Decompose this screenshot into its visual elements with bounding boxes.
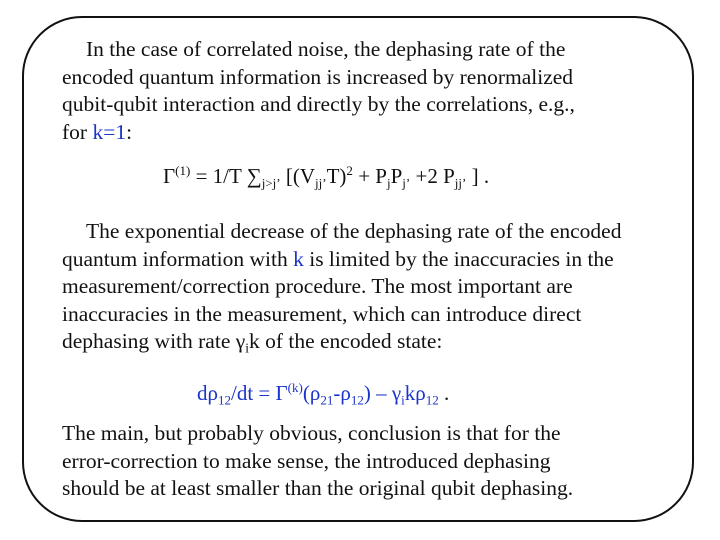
k-highlight: k xyxy=(293,246,304,271)
equation-density-matrix xyxy=(197,380,449,408)
subscript: 12 xyxy=(425,392,439,408)
paragraph-text: dephasing with rate xyxy=(62,329,236,353)
equation-text: ) – xyxy=(363,381,392,405)
equation-text: +2 P xyxy=(410,164,455,188)
paragraph-text: of the encoded state: xyxy=(259,329,443,353)
subscript: i xyxy=(245,340,249,356)
paragraph-text: The exponential decrease of the dephasing rate of the encoded xyxy=(86,219,622,243)
subscript: jj’ xyxy=(315,175,327,191)
gamma-symbol: Γ xyxy=(275,381,288,405)
paragraph-correlated-noise xyxy=(62,36,575,146)
subscript: j xyxy=(386,175,391,191)
equation-gamma-1 xyxy=(163,163,489,191)
superscript: (1) xyxy=(175,163,191,179)
paragraph-text: : xyxy=(126,119,133,144)
equation-text: ( xyxy=(302,381,310,405)
paragraph-text: for xyxy=(62,119,93,144)
equation-text: + P xyxy=(352,164,387,188)
paragraph-line: should be at least smaller than the original qubit dephasing. xyxy=(62,476,574,500)
subscript: 12 xyxy=(217,392,231,408)
superscript: (k) xyxy=(287,380,303,396)
equation-text: P xyxy=(390,164,403,188)
subscript: jj’ xyxy=(454,175,467,191)
gamma-symbol: γ xyxy=(235,329,246,353)
paragraph-text: is limited by the inaccuracies in the xyxy=(303,246,614,271)
gamma-symbol: Γ xyxy=(163,164,176,188)
paragraph-text: quantum information with xyxy=(62,246,294,271)
gamma-symbol: γ xyxy=(391,381,402,405)
paragraph-line xyxy=(62,36,575,64)
paragraph-line xyxy=(62,119,575,147)
subscript: 21 xyxy=(320,392,334,408)
rho-symbol: ρ xyxy=(415,381,426,405)
paragraph-exponential-decrease xyxy=(62,218,621,356)
k-symbol: k xyxy=(404,381,416,405)
paragraph-line: inaccuracies in the measurement, which can introduce direct xyxy=(62,301,582,326)
equation-text: ] . xyxy=(466,164,490,188)
superscript: 2 xyxy=(346,163,353,179)
equation-text: T) xyxy=(326,164,347,188)
rho-symbol: ρ xyxy=(340,381,351,405)
paragraph-text: In the case of correlated noise, the dephasing rate of the xyxy=(86,37,566,61)
paragraph-line: measurement/correction procedure. The most important are xyxy=(62,274,573,298)
subscript: j>j’ xyxy=(261,175,281,191)
equation-text: [(V xyxy=(280,164,316,188)
subscript: i xyxy=(401,392,405,408)
subscript: 12 xyxy=(350,392,364,408)
equation-text: = 1/T ∑ xyxy=(190,164,262,188)
rho-symbol: ρ xyxy=(309,381,321,405)
paragraph-line: error-correction to make sense, the introduced dephasing xyxy=(62,448,551,473)
paragraph-line xyxy=(62,218,621,246)
equation-text: - xyxy=(333,381,341,405)
k-symbol: k xyxy=(248,329,260,353)
paragraph-line xyxy=(62,246,621,274)
subscript: j’ xyxy=(402,175,411,191)
paragraph-conclusion xyxy=(62,420,573,503)
paragraph-line: encoded quantum information is increased by renormalized xyxy=(62,64,574,89)
equation-text: /dt = xyxy=(231,381,276,405)
paragraph-line: qubit-qubit interaction and directly by the correlations, e.g., xyxy=(62,92,575,116)
paragraph-line xyxy=(62,328,621,356)
rho-symbol: ρ xyxy=(207,381,218,405)
paragraph-line: The main, but probably obvious, conclusion is that for the xyxy=(62,421,561,445)
k-equals-1-highlight: k=1 xyxy=(92,119,127,144)
equation-text: d xyxy=(197,381,208,405)
equation-text: . xyxy=(438,381,450,405)
